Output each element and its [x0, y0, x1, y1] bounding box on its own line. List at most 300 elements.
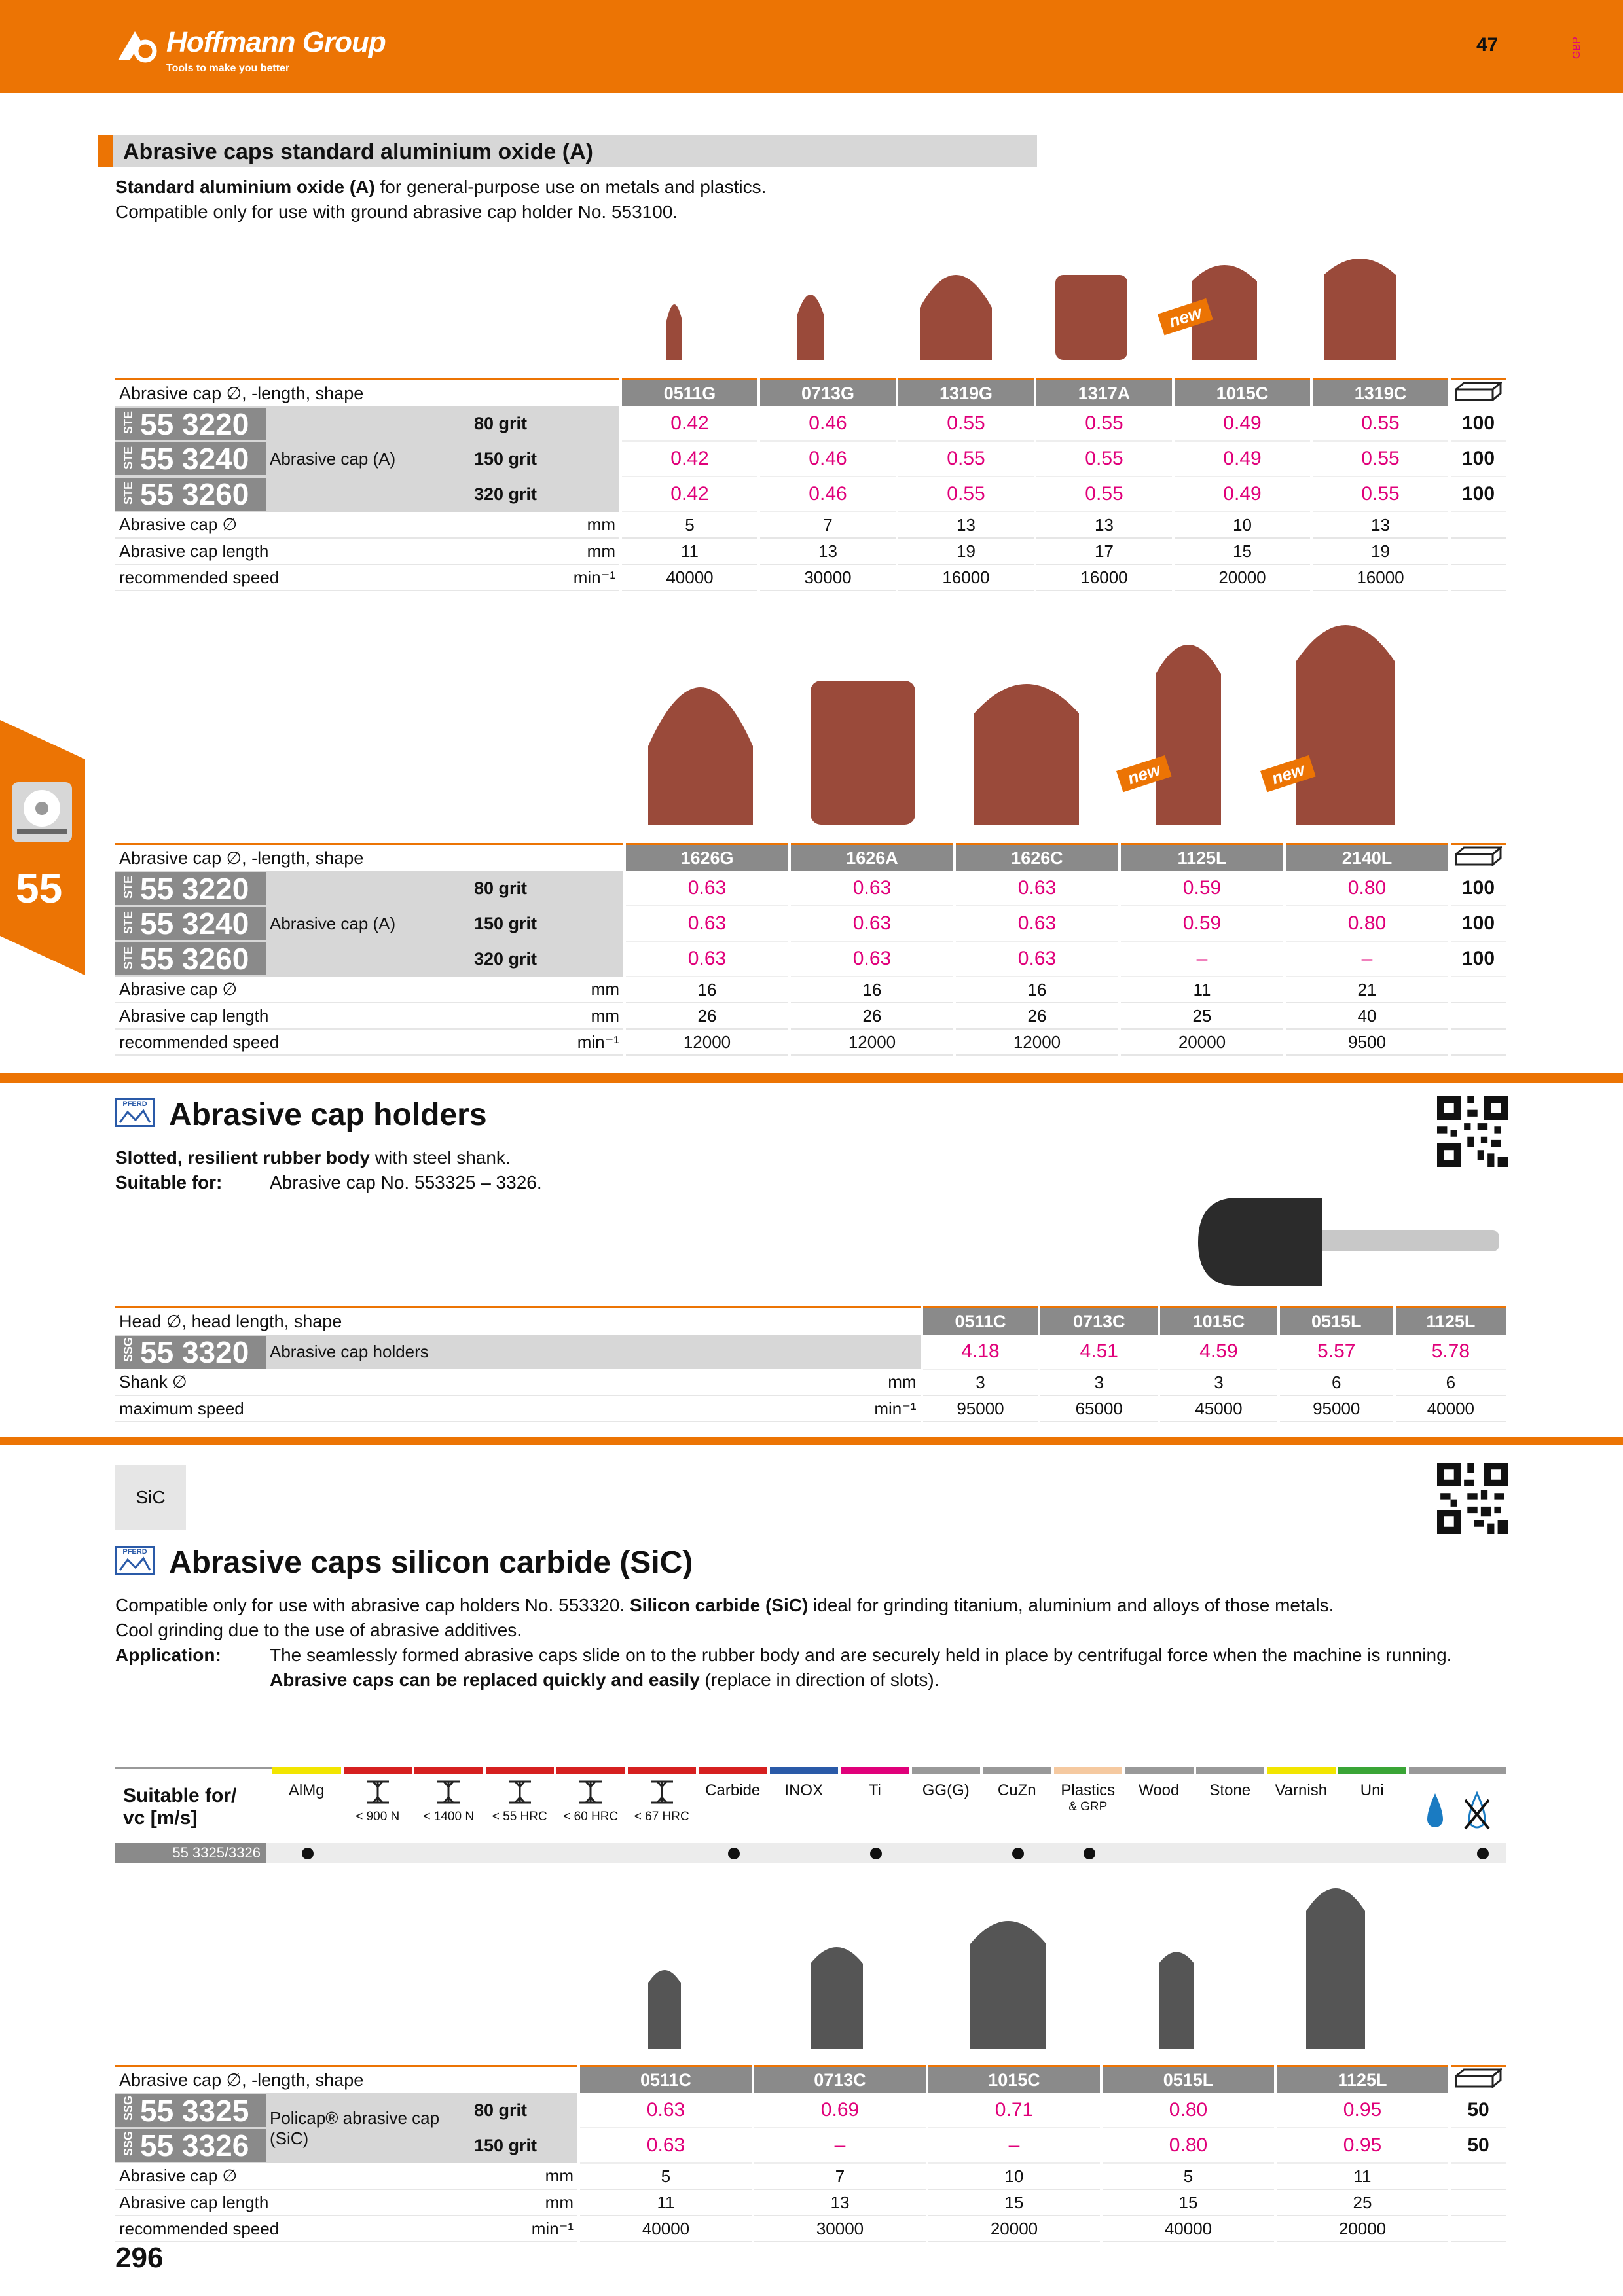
spec-unit: mm	[470, 2163, 579, 2189]
spec-value: 19	[897, 538, 1035, 564]
col-code: 1319G	[897, 380, 1035, 407]
spec-row	[115, 1003, 1506, 1029]
package-icon	[1450, 380, 1506, 407]
spec-label: recommended speed	[115, 2215, 470, 2242]
material-subtitle: < 900 N	[356, 1810, 400, 1823]
suitability-label-line2: vc [m/s]	[123, 1807, 198, 1829]
spec-unit: min⁻¹	[266, 1395, 922, 1422]
table-header-row	[115, 2066, 1506, 2094]
spec-value: 45000	[1159, 1395, 1279, 1422]
grinding-disc-icon	[12, 782, 72, 842]
spec-value: 16000	[1035, 564, 1173, 590]
pferd-logo-text: PFERD	[122, 1548, 147, 1556]
price[interactable]: 0.80	[1285, 906, 1450, 941]
material-name: INOX	[784, 1782, 824, 1799]
price[interactable]: 0.55	[1311, 441, 1450, 476]
table-header-row	[115, 1308, 1506, 1335]
qr-code-icon[interactable]	[1437, 1096, 1508, 1167]
product-description-line1: Policap® abrasive cap	[270, 2108, 440, 2128]
intro-bold: Standard aluminium oxide (A)	[115, 177, 375, 197]
price[interactable]: 0.55	[1035, 476, 1173, 512]
table-header-label: Abrasive cap ∅, -length, shape	[115, 2066, 579, 2094]
article-number[interactable]	[115, 441, 266, 476]
price[interactable]: –	[927, 2128, 1101, 2163]
price-table-1	[115, 378, 1506, 591]
pack-quantity: 50	[1450, 2093, 1506, 2128]
spec-value: 26	[955, 1003, 1120, 1029]
spec-unit: min⁻¹	[470, 1029, 625, 1055]
wet-drop-icon	[1427, 1793, 1443, 1827]
qr-code-icon[interactable]	[1437, 1463, 1508, 1534]
spec-value: 26	[790, 1003, 955, 1029]
section-intro	[115, 175, 1359, 224]
table-header-label: Abrasive cap ∅, -length, shape	[115, 380, 621, 407]
article-number[interactable]	[115, 476, 266, 512]
grit-label: 80 grit	[470, 406, 621, 441]
spec-value: 5	[1101, 2163, 1275, 2189]
price[interactable]: 0.63	[790, 941, 955, 977]
cap-1319C	[1324, 259, 1396, 360]
spec-value: 16000	[1311, 564, 1450, 590]
price[interactable]: 0.80	[1101, 2093, 1275, 2128]
spec-value: 6	[1395, 1369, 1506, 1395]
price[interactable]: –	[753, 2128, 927, 2163]
spec-value: 13	[1035, 512, 1173, 538]
application-bold: Abrasive caps can be replaced quickly and easily	[270, 1670, 700, 1690]
price[interactable]: 5.57	[1279, 1335, 1395, 1369]
suitability-label-line1: Suitable for/	[123, 1785, 237, 1806]
spec-value: 17	[1035, 538, 1173, 564]
spec-row	[115, 1029, 1506, 1055]
spec-empty	[1450, 564, 1506, 590]
spec-value: 16	[955, 977, 1120, 1003]
price[interactable]: 0.55	[1311, 406, 1450, 441]
material-column	[272, 1767, 341, 1850]
abrasive-caps-image-row2	[629, 615, 1440, 831]
brand-name: Hoffmann Group	[166, 26, 386, 58]
spec-value: 65000	[1039, 1395, 1159, 1422]
spec-value: 25	[1275, 2189, 1450, 2215]
sic-tag: SiC	[115, 1465, 186, 1530]
col-code: 0713C	[1039, 1308, 1159, 1335]
price[interactable]: 0.63	[579, 2128, 753, 2163]
col-code: 0713C	[753, 2066, 927, 2094]
col-code: 0511C	[922, 1308, 1040, 1335]
price[interactable]: 0.55	[1311, 476, 1450, 512]
pack-quantity: 100	[1450, 406, 1506, 441]
spec-label: Shank ∅	[115, 1369, 266, 1395]
price[interactable]: 0.80	[1285, 871, 1450, 906]
col-code: 1626C	[955, 844, 1120, 872]
price[interactable]: 0.63	[955, 906, 1120, 941]
spec-value: 16	[790, 977, 955, 1003]
product-description: Abrasive cap (A)	[266, 406, 470, 512]
grit-label: 150 grit	[470, 2128, 579, 2163]
article-number-text: 55 3326	[140, 2128, 249, 2162]
pack-quantity: 100	[1450, 441, 1506, 476]
steel-beam-icon	[432, 1779, 465, 1805]
product-description	[266, 2093, 470, 2163]
spec-unit: mm	[470, 2189, 579, 2215]
pack-quantity: 100	[1450, 941, 1506, 977]
col-code: 0713G	[759, 380, 897, 407]
table-header-label: Head ∅, head length, shape	[115, 1308, 922, 1335]
section-title: Abrasive cap holders	[169, 1098, 487, 1132]
price[interactable]: 0.69	[753, 2093, 927, 2128]
material-column	[1125, 1767, 1194, 1850]
spec-value: 16000	[897, 564, 1035, 590]
spec-label: Abrasive cap ∅	[115, 512, 470, 538]
price[interactable]: 0.49	[1173, 476, 1311, 512]
article-number-text: 55 3240	[140, 906, 249, 941]
grit-label: 80 grit	[470, 2093, 579, 2128]
package-icon	[1450, 2066, 1506, 2094]
col-code: 0515L	[1279, 1308, 1395, 1335]
price[interactable]: 0.63	[790, 906, 955, 941]
application-rest: (replace in direction of slots).	[699, 1670, 939, 1690]
holder-price-table	[115, 1306, 1506, 1422]
pack-quantity: 50	[1450, 2128, 1506, 2163]
spec-row	[115, 1395, 1506, 1422]
pack-quantity: 100	[1450, 871, 1506, 906]
spec-row	[115, 538, 1506, 564]
spec-value: 11	[579, 2189, 753, 2215]
material-name: CuZn	[997, 1782, 1036, 1799]
section-title-bar	[98, 135, 1037, 167]
spec-value: 40000	[579, 2215, 753, 2242]
table-row[interactable]	[115, 1335, 1506, 1369]
table-row[interactable]	[115, 871, 1506, 906]
price[interactable]: –	[1285, 941, 1450, 977]
price[interactable]: 0.46	[759, 476, 897, 512]
material-subtitle: < 55 HRC	[492, 1810, 547, 1823]
spec-empty	[1450, 1029, 1506, 1055]
cap-1626C	[974, 684, 1079, 825]
spec-unit: mm	[470, 1003, 625, 1029]
spec-row	[115, 2215, 1506, 2242]
section-title: Abrasive caps silicon carbide (SiC)	[169, 1545, 693, 1580]
spec-value: 10	[1173, 512, 1311, 538]
spec-row	[115, 1369, 1506, 1395]
spec-value: 25	[1120, 1003, 1285, 1029]
spec-row	[115, 2163, 1506, 2189]
brand-logo[interactable]	[115, 21, 390, 80]
grit-label: 150 grit	[470, 906, 625, 941]
spec-value: 7	[759, 512, 897, 538]
article-prefix: SSG	[122, 2096, 135, 2121]
spec-empty	[1450, 512, 1506, 538]
spec-value: 7	[753, 2163, 927, 2189]
spec-value: 15	[927, 2189, 1101, 2215]
intro-bold: Slotted, resilient rubber body	[115, 1147, 370, 1168]
price[interactable]: 4.59	[1159, 1335, 1279, 1369]
spec-unit: mm	[470, 538, 621, 564]
steel-beam-icon	[361, 1779, 394, 1805]
price[interactable]: 0.95	[1275, 2128, 1450, 2163]
price[interactable]: 4.51	[1039, 1335, 1159, 1369]
spec-unit: mm	[266, 1369, 922, 1395]
material-column	[1054, 1767, 1123, 1850]
article-number-text: 55 3260	[140, 942, 249, 976]
new-badge-text: new	[1125, 759, 1163, 789]
steel-beam-icon	[574, 1779, 607, 1805]
spec-value: 16	[625, 977, 790, 1003]
suitability-label	[115, 1767, 272, 1845]
material-column	[556, 1767, 625, 1850]
spec-value: 13	[897, 512, 1035, 538]
material-column	[841, 1767, 909, 1850]
price[interactable]: 0.55	[1035, 441, 1173, 476]
col-code: 1015C	[927, 2066, 1101, 2094]
section-divider	[0, 1437, 1623, 1445]
article-prefix: STE	[122, 876, 135, 899]
grit-label: 320 grit	[470, 476, 621, 512]
price[interactable]: 0.63	[955, 941, 1120, 977]
spec-value: 19	[1311, 538, 1450, 564]
col-code: 1125L	[1275, 2066, 1450, 2094]
col-code: 0511G	[621, 380, 759, 407]
article-prefix: STE	[122, 910, 135, 934]
spec-value: 11	[1120, 977, 1285, 1003]
spec-row	[115, 564, 1506, 590]
spec-value: 12000	[955, 1029, 1120, 1055]
price[interactable]: 0.63	[625, 941, 790, 977]
cap-1125L	[1156, 645, 1221, 825]
price[interactable]: 0.55	[897, 476, 1035, 512]
application-label: Application:	[115, 1645, 221, 1665]
cap-1015C	[970, 1921, 1046, 2049]
intro-line2: Cool grinding due to the use of abrasive additives.	[115, 1620, 522, 1640]
article-number[interactable]	[115, 1335, 266, 1369]
spec-unit: min⁻¹	[470, 564, 621, 590]
article-prefix: SSG	[122, 2130, 135, 2156]
table-row[interactable]	[115, 406, 1506, 441]
col-code: 0515L	[1101, 2066, 1275, 2094]
grit-label: 80 grit	[470, 871, 625, 906]
page-number: 296	[115, 2242, 164, 2274]
material-column	[1338, 1767, 1407, 1850]
cap-2140L	[1296, 625, 1395, 825]
material-subtitle: < 60 HRC	[563, 1810, 619, 1823]
table-row[interactable]	[115, 2093, 1506, 2128]
article-prefix: STE	[122, 481, 135, 505]
coolant-icons	[1409, 1767, 1506, 1850]
suitability-dot	[1012, 1848, 1024, 1859]
article-number[interactable]	[115, 2128, 266, 2163]
abrasive-caps-image-row1	[655, 249, 1440, 373]
cap-1319G	[920, 275, 992, 360]
price[interactable]: 0.63	[955, 871, 1120, 906]
price[interactable]: 0.59	[1120, 871, 1285, 906]
article-number-text: 55 3240	[140, 442, 249, 476]
section-intro	[115, 1593, 1523, 1693]
material-column	[983, 1767, 1051, 1850]
col-code: 1319C	[1311, 380, 1450, 407]
article-prefix: SSG	[122, 1337, 135, 1363]
spec-value: 13	[1311, 512, 1450, 538]
spec-value: 15	[1173, 538, 1311, 564]
brand-tagline: Tools to make you better	[166, 63, 290, 74]
spec-empty	[1450, 2189, 1506, 2215]
material-name: Ti	[868, 1782, 881, 1799]
material-name: AlMg	[288, 1782, 325, 1799]
sic-price-table	[115, 2065, 1506, 2242]
col-code: 0511C	[579, 2066, 753, 2094]
price[interactable]: 0.49	[1173, 406, 1311, 441]
spec-value: 40000	[1395, 1395, 1506, 1422]
spec-unit: mm	[470, 977, 625, 1003]
grit-label: 320 grit	[470, 941, 625, 977]
col-code: 1626A	[790, 844, 955, 872]
spec-value: 12000	[625, 1029, 790, 1055]
material-name: Varnish	[1275, 1782, 1328, 1799]
material-column	[912, 1767, 981, 1850]
price[interactable]: 0.55	[897, 406, 1035, 441]
material-name: GG(G)	[922, 1782, 970, 1799]
cap-0511C	[648, 1970, 681, 2049]
table-header-label: Abrasive cap ∅, -length, shape	[115, 844, 625, 872]
price[interactable]: 0.42	[621, 476, 759, 512]
steel-beam-icon	[646, 1779, 678, 1805]
col-code: 1015C	[1159, 1308, 1279, 1335]
region-label: GBP	[1571, 37, 1582, 59]
spec-value: 9500	[1285, 1029, 1450, 1055]
spec-value: 6	[1279, 1369, 1395, 1395]
application-text: The seamlessly formed abrasive caps slide on to the rubber body and are securely held in place by centrifugal force when the machine is running.	[270, 1645, 1452, 1665]
spec-value: 12000	[790, 1029, 955, 1055]
article-number[interactable]	[115, 2093, 266, 2128]
page-number-top: 47	[1476, 34, 1499, 56]
price[interactable]: 0.46	[759, 406, 897, 441]
section-intro	[115, 1145, 542, 1195]
price[interactable]: 0.55	[897, 441, 1035, 476]
article-number[interactable]	[115, 941, 266, 977]
cap-0713C	[811, 1947, 863, 2049]
title-accent	[98, 135, 113, 167]
price[interactable]: 0.80	[1101, 2128, 1275, 2163]
section-divider	[0, 1073, 1623, 1083]
new-badge-text: new	[1269, 759, 1307, 789]
article-number[interactable]	[115, 906, 266, 941]
intro-bold: Silicon carbide (SiC)	[630, 1595, 809, 1615]
suitability-dot	[870, 1848, 882, 1859]
price[interactable]: 4.18	[922, 1335, 1040, 1369]
price[interactable]: 0.59	[1120, 906, 1285, 941]
material-name: Carbide	[705, 1782, 761, 1799]
material-name: Wood	[1139, 1782, 1180, 1799]
spec-row	[115, 977, 1506, 1003]
sic-caps-image-row	[589, 1885, 1440, 2055]
spec-label: recommended speed	[115, 1029, 470, 1055]
chapter-tab-shape	[0, 720, 85, 975]
material-column	[344, 1767, 412, 1850]
spec-value: 15	[1101, 2189, 1275, 2215]
material-column	[770, 1767, 839, 1850]
article-prefix: STE	[122, 411, 135, 435]
spec-label: recommended speed	[115, 564, 470, 590]
price[interactable]: 0.95	[1275, 2093, 1450, 2128]
cap-0511G	[666, 304, 682, 360]
price[interactable]: 0.42	[621, 441, 759, 476]
price[interactable]: 5.78	[1395, 1335, 1506, 1369]
col-code: 1317A	[1035, 380, 1173, 407]
chapter-tab[interactable]	[0, 720, 85, 975]
spec-value: 5	[579, 2163, 753, 2189]
material-column	[414, 1767, 483, 1850]
cap-1125L	[1306, 1888, 1365, 2049]
price[interactable]: 0.49	[1173, 441, 1311, 476]
article-number[interactable]	[115, 871, 266, 906]
package-icon	[1450, 844, 1506, 872]
spec-value: 11	[621, 538, 759, 564]
price[interactable]: 0.71	[927, 2093, 1101, 2128]
col-code: 1015C	[1173, 380, 1311, 407]
spec-value: 40000	[621, 564, 759, 590]
suitability-row	[115, 1843, 1506, 1863]
price[interactable]: 0.63	[790, 871, 955, 906]
spec-value: 40	[1285, 1003, 1450, 1029]
spec-row	[115, 2189, 1506, 2215]
price[interactable]: 0.63	[579, 2093, 753, 2128]
article-number-text: 55 3320	[140, 1335, 249, 1369]
spec-value: 21	[1285, 977, 1450, 1003]
suitable-label: Suitable for:	[115, 1172, 223, 1193]
suitable-value: Abrasive cap No. 553325 – 3326.	[270, 1172, 542, 1193]
material-column	[628, 1767, 697, 1850]
spec-label: Abrasive cap length	[115, 538, 470, 564]
price[interactable]: –	[1120, 941, 1285, 977]
article-prefix: STE	[122, 946, 135, 969]
dry-dot	[1477, 1848, 1489, 1859]
price[interactable]: 0.63	[625, 871, 790, 906]
price[interactable]: 0.42	[621, 406, 759, 441]
spec-empty	[1450, 538, 1506, 564]
material-name: Stone	[1209, 1782, 1251, 1799]
table-header-row	[115, 844, 1506, 872]
spec-value: 10	[927, 2163, 1101, 2189]
article-number[interactable]	[115, 406, 266, 441]
table-header-row	[115, 380, 1506, 407]
chapter-number: 55	[16, 865, 63, 912]
spec-empty	[1450, 977, 1506, 1003]
spec-unit: mm	[470, 512, 621, 538]
cap-1626A	[811, 681, 915, 825]
price[interactable]: 0.46	[759, 441, 897, 476]
suitability-dot	[728, 1848, 740, 1859]
spec-value: 3	[922, 1369, 1040, 1395]
col-code: 2140L	[1285, 844, 1450, 872]
cap-1317A	[1055, 275, 1127, 360]
spec-value: 3	[1159, 1369, 1279, 1395]
suitability-matrix	[115, 1767, 1506, 1863]
spec-value: 13	[753, 2189, 927, 2215]
material-name: Plastics	[1061, 1782, 1116, 1799]
price[interactable]: 0.63	[625, 906, 790, 941]
material-name: Uni	[1360, 1782, 1384, 1799]
spec-value: 30000	[759, 564, 897, 590]
price[interactable]: 0.55	[1035, 406, 1173, 441]
pferd-logo-icon	[115, 1098, 155, 1127]
cap-0713G	[797, 295, 824, 360]
article-number-text: 55 3220	[140, 406, 249, 441]
cap-1626G	[648, 687, 753, 825]
section-title: Abrasive caps standard aluminium oxide (A)	[123, 139, 593, 164]
material-column	[1267, 1767, 1336, 1850]
spec-empty	[1450, 2163, 1506, 2189]
spec-value: 30000	[753, 2215, 927, 2242]
material-subtitle: < 67 HRC	[634, 1810, 689, 1823]
suitability-dot	[302, 1848, 314, 1859]
